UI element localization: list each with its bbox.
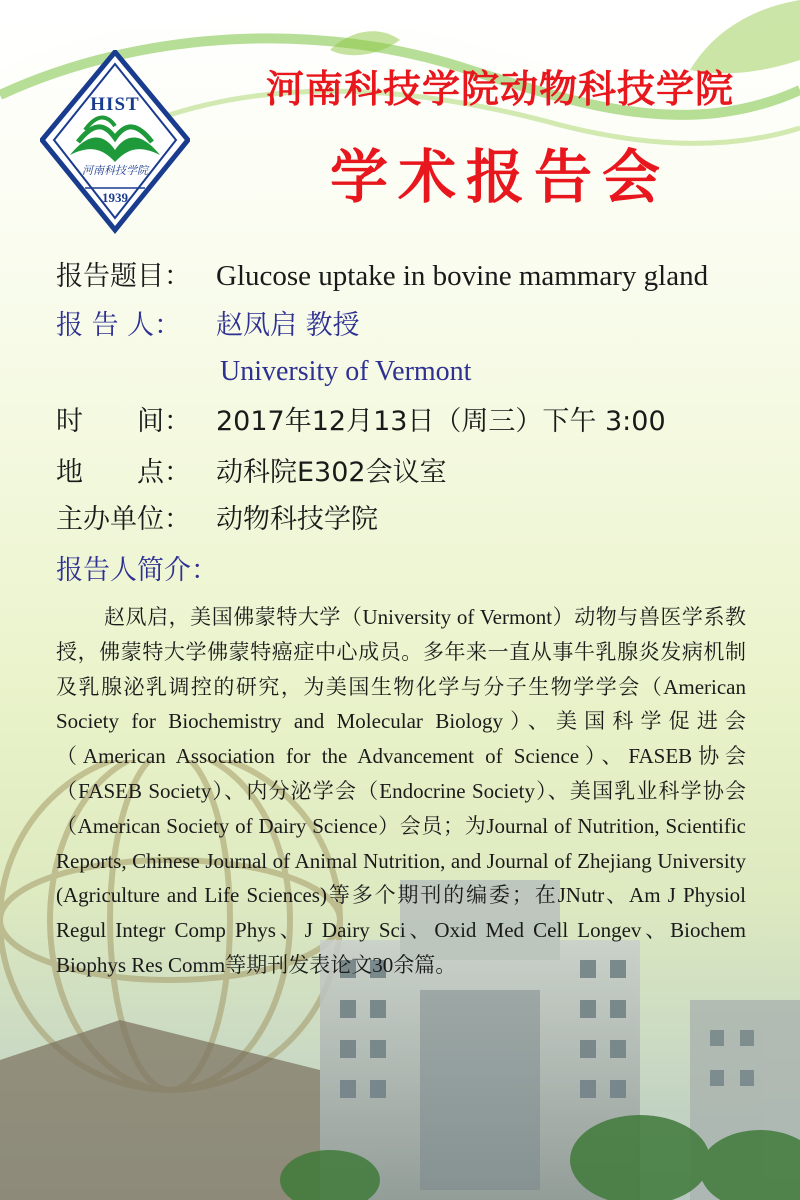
logo-school-name: 河南科技学院 xyxy=(82,164,148,177)
place-row xyxy=(56,455,447,491)
logo-year: 1939 xyxy=(102,190,128,205)
host-value: 动物科技学院 xyxy=(216,504,378,535)
place-label: 地 点： xyxy=(56,457,191,488)
host-row xyxy=(56,502,378,538)
logo-abbreviation: HIST xyxy=(90,94,140,115)
school-logo xyxy=(40,50,190,235)
topic-row xyxy=(56,258,708,295)
topic-value: Glucose uptake in bovine mammary gland xyxy=(216,260,709,292)
place-value: 动科院E302会议室 xyxy=(216,457,447,488)
speaker-row xyxy=(56,308,360,344)
speaker-affiliation: University of Vermont xyxy=(220,356,472,387)
time-label: 时 间： xyxy=(56,406,191,437)
host-label: 主办单位： xyxy=(56,504,191,535)
speaker-bio: 赵凤启，美国佛蒙特大学（University of Vermont）动物与兽医学系教授，佛蒙特大学佛蒙特癌症中心成员。多年来一直从事牛乳腺炎发病机制及乳腺泌乳调控的研究，为美国生物化学与分子生物学学会（American Society for Biochemistry and Molecular Biology）、美国科学促进会（American Association for the Advancement of Science）、FASEB协会（FASEB Society）、内分泌学会（Endocrine Society）、美国乳业科学协会（American Society of Dairy Science）会员；为Journal of Nutrition, Scientific Reports, Chinese Journal of Animal Nutrition, and Journal of Zhejiang University (Agriculture and Life Sciences)等多个期刊的编委；在JNutr、Am J Physiol Regul Integr Comp Phys、J Dairy Sci、Oxid Med Cell Longev、Biochem Biophys Res Comm等期刊发表论文30余篇。 xyxy=(56,605,746,977)
poster-subtitle: 学术报告会 xyxy=(329,143,670,211)
poster-title: 河南科技学院动物科技学院 xyxy=(265,67,734,111)
speaker-label: 报 告 人： xyxy=(56,310,182,341)
logo-diamond-icon xyxy=(40,50,190,235)
intro-heading: 报告人简介： xyxy=(56,555,218,586)
time-value: 2017年12月13日（周三）下午 3:00 xyxy=(216,406,666,437)
speaker-value: 赵凤启 教授 xyxy=(216,310,360,341)
time-row xyxy=(56,404,666,440)
topic-label: 报告题目： xyxy=(56,261,191,292)
